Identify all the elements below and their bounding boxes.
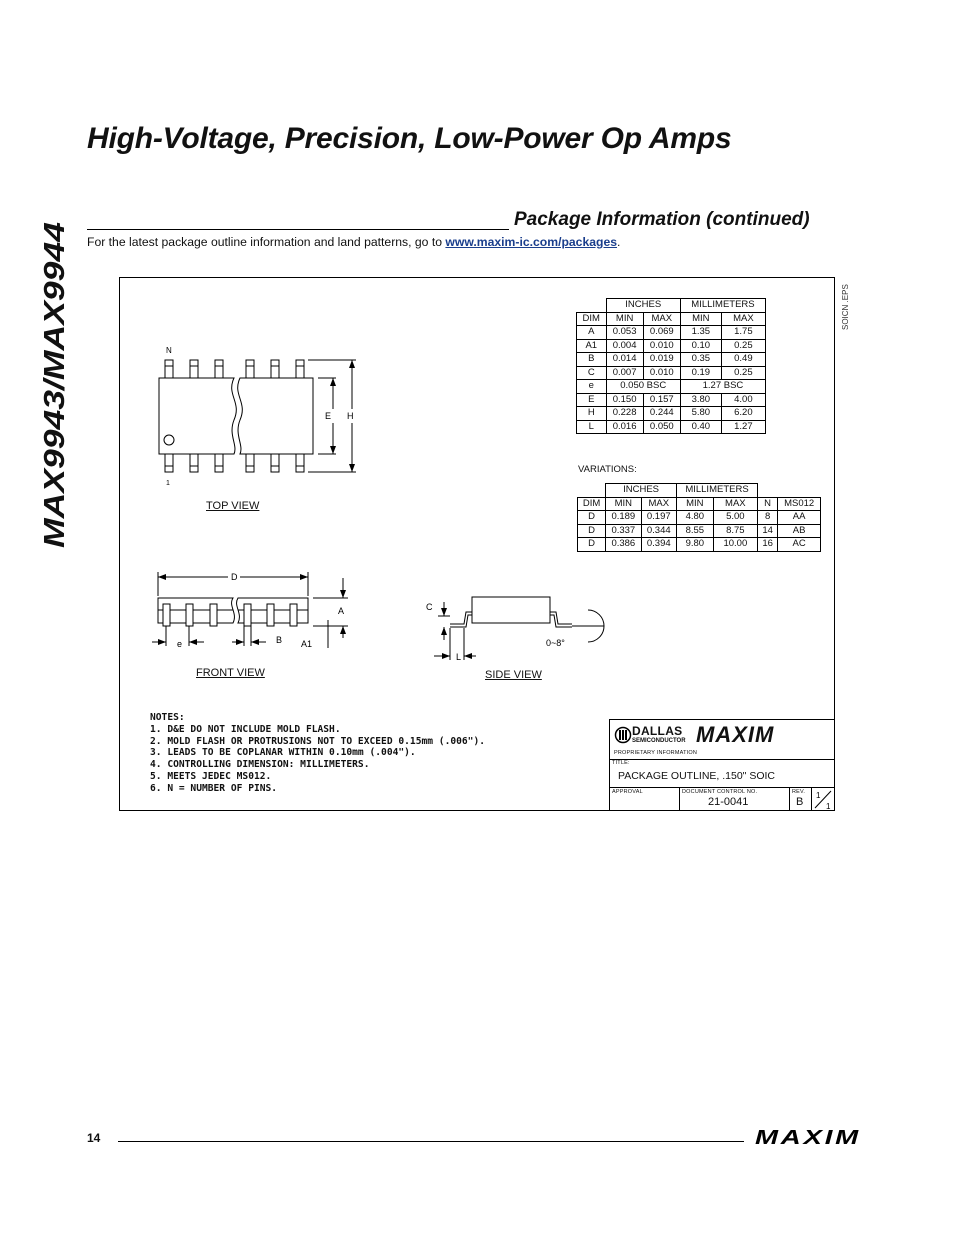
table-row bbox=[578, 524, 821, 538]
table-cell: 8.55 bbox=[676, 524, 713, 538]
side-view-drawing bbox=[420, 588, 610, 664]
table-cell: H bbox=[577, 407, 607, 421]
table-cell: 9.80 bbox=[676, 538, 713, 552]
variations-table bbox=[577, 483, 821, 552]
table-row bbox=[578, 538, 821, 552]
table-cell: 0.004 bbox=[606, 339, 643, 353]
table-cell: E bbox=[577, 393, 607, 407]
table-cell: 1.27 bbox=[721, 420, 765, 434]
group-header-millimeters: MILLIMETERS bbox=[676, 484, 757, 498]
table-cell: D bbox=[578, 511, 606, 525]
table-cell: 0.244 bbox=[643, 407, 680, 421]
sheet-denominator: 1 bbox=[826, 802, 831, 811]
eps-filename-text: SOICN .EPS bbox=[841, 284, 850, 330]
table-row bbox=[577, 353, 766, 367]
table-row bbox=[578, 511, 821, 525]
notes-block bbox=[150, 712, 485, 795]
note-item: 4. CONTROLLING DIMENSION: MILLIMETERS. bbox=[150, 759, 370, 771]
table-cell: A1 bbox=[577, 339, 607, 353]
variations-label: VARIATIONS: bbox=[578, 464, 637, 475]
table-cell: 0.25 bbox=[721, 339, 765, 353]
proprietary-label: PROPRIETARY INFORMATION bbox=[614, 750, 698, 756]
table-cell: D bbox=[578, 524, 606, 538]
table-cell: 0.228 bbox=[606, 407, 643, 421]
column-header: MS012 bbox=[778, 497, 821, 511]
group-header-millimeters: MILLIMETERS bbox=[680, 299, 765, 313]
table-cell: 0.016 bbox=[606, 420, 643, 434]
table-cell: 4.00 bbox=[721, 393, 765, 407]
column-header: MIN bbox=[680, 312, 721, 326]
table-cell: 0.19 bbox=[680, 366, 721, 380]
label-b: B bbox=[276, 635, 283, 645]
top-view-drawing bbox=[150, 340, 370, 490]
note-item: 3. LEADS TO BE COPLANAR WITHIN 0.10mm (.004"). bbox=[150, 747, 416, 759]
table-cell: 0.35 bbox=[680, 353, 721, 367]
top-view-label: TOP VIEW bbox=[206, 500, 260, 512]
intro-text bbox=[87, 235, 620, 249]
table-row-bsc bbox=[577, 380, 766, 394]
doc-control-label: DOCUMENT CONTROL NO. bbox=[682, 789, 758, 795]
title-block bbox=[609, 719, 835, 811]
label-angle: 0~8° bbox=[546, 638, 565, 648]
column-header: N bbox=[758, 497, 778, 511]
column-header: MIN bbox=[606, 497, 641, 511]
table-cell: 0.010 bbox=[643, 339, 680, 353]
footer-maxim-logo-text: MAXIM bbox=[755, 1127, 861, 1147]
dimension-table bbox=[576, 298, 766, 434]
table-cell: 0.344 bbox=[641, 524, 676, 538]
table-cell: 0.050 BSC bbox=[606, 380, 680, 394]
table-cell: AC bbox=[778, 538, 821, 552]
maxim-logo: MAXIM bbox=[696, 722, 775, 747]
table-cell: 1.75 bbox=[721, 326, 765, 340]
table-cell: L bbox=[577, 420, 607, 434]
table-cell: 6.20 bbox=[721, 407, 765, 421]
side-view-label: SIDE VIEW bbox=[485, 669, 542, 681]
label-e-small: e bbox=[177, 639, 183, 649]
table-row bbox=[577, 366, 766, 380]
column-header: DIM bbox=[578, 497, 606, 511]
dallas-logo-icon bbox=[614, 726, 632, 744]
table-cell: 8.75 bbox=[713, 524, 757, 538]
table-row bbox=[577, 326, 766, 340]
table-row bbox=[577, 407, 766, 421]
column-header: MAX bbox=[643, 312, 680, 326]
table-cell: 0.157 bbox=[643, 393, 680, 407]
table-cell: 0.069 bbox=[643, 326, 680, 340]
table-cell: 0.25 bbox=[721, 366, 765, 380]
table-cell: 0.337 bbox=[606, 524, 641, 538]
table-cell: 0.197 bbox=[641, 511, 676, 525]
table-cell: 0.019 bbox=[643, 353, 680, 367]
group-header-inches: INCHES bbox=[606, 299, 680, 313]
label-pin-1: 1 bbox=[166, 480, 170, 487]
notes-heading: NOTES: bbox=[150, 712, 185, 723]
note-item: 6. N = NUMBER OF PINS. bbox=[150, 782, 278, 794]
sheet-numerator: 1 bbox=[816, 791, 821, 800]
page-title: High-Voltage, Precision, Low-Power Op Amps bbox=[87, 122, 732, 155]
footer-rule bbox=[118, 1141, 744, 1142]
column-header: MIN bbox=[606, 312, 643, 326]
table-cell: 8 bbox=[758, 511, 778, 525]
table-cell: 5.80 bbox=[680, 407, 721, 421]
label-d: D bbox=[231, 572, 238, 582]
sheet-fraction bbox=[812, 788, 834, 811]
group-header-inches: INCHES bbox=[606, 484, 677, 498]
dallas-wordmark: DALLAS bbox=[632, 724, 683, 738]
note-item: 2. MOLD FLASH OR PROTRUSIONS NOT TO EXCEED 0.15mm (.006"). bbox=[150, 735, 486, 747]
table-cell: e bbox=[577, 380, 607, 394]
label-h: H bbox=[347, 411, 354, 421]
table-cell: D bbox=[578, 538, 606, 552]
table-cell: 0.053 bbox=[606, 326, 643, 340]
package-title: PACKAGE OUTLINE, .150" SOIC bbox=[618, 770, 775, 782]
table-cell: AA bbox=[778, 511, 821, 525]
label-n: N bbox=[166, 346, 172, 355]
table-cell: 0.014 bbox=[606, 353, 643, 367]
table-cell: 1.27 BSC bbox=[680, 380, 765, 394]
table-cell: B bbox=[577, 353, 607, 367]
table-cell: C bbox=[577, 366, 607, 380]
title-label: TITLE: bbox=[612, 760, 630, 766]
doc-number: 21-0041 bbox=[708, 796, 749, 808]
section-title: Package Information (continued) bbox=[514, 209, 810, 230]
front-view-drawing bbox=[148, 568, 358, 654]
intro-text-end: . bbox=[617, 235, 621, 249]
table-cell: 0.150 bbox=[606, 393, 643, 407]
table-cell: 0.050 bbox=[643, 420, 680, 434]
column-header: MAX bbox=[721, 312, 765, 326]
table-cell: 3.80 bbox=[680, 393, 721, 407]
table-cell: 1.35 bbox=[680, 326, 721, 340]
intro-text-start: For the latest package outline information and land patterns, go to bbox=[87, 235, 446, 249]
table-cell: 0.40 bbox=[680, 420, 721, 434]
label-a: A bbox=[338, 606, 345, 616]
note-item: 1. D&E DO NOT INCLUDE MOLD FLASH. bbox=[150, 723, 341, 735]
dallas-semiconductor: SEMICONDUCTOR bbox=[632, 738, 686, 744]
section-rule bbox=[87, 229, 509, 230]
table-cell: 0.10 bbox=[680, 339, 721, 353]
table-cell: AB bbox=[778, 524, 821, 538]
table-cell: 14 bbox=[758, 524, 778, 538]
rev-value: B bbox=[796, 796, 804, 808]
front-view-label: FRONT VIEW bbox=[196, 667, 265, 679]
table-cell: 0.386 bbox=[606, 538, 641, 552]
column-header: MAX bbox=[713, 497, 757, 511]
footer-maxim-logo bbox=[755, 1127, 865, 1147]
label-l: L bbox=[456, 652, 462, 662]
table-cell: 16 bbox=[758, 538, 778, 552]
label-a1: A1 bbox=[301, 639, 313, 649]
table-cell: 0.49 bbox=[721, 353, 765, 367]
side-title-text: MAX9943/MAX9944 bbox=[39, 282, 71, 548]
table-row bbox=[577, 393, 766, 407]
column-header: MAX bbox=[641, 497, 676, 511]
table-row bbox=[577, 420, 766, 434]
table-cell: 0.394 bbox=[641, 538, 676, 552]
side-title bbox=[38, 218, 72, 548]
table-cell: 0.007 bbox=[606, 366, 643, 380]
table-row bbox=[577, 339, 766, 353]
table-cell: A bbox=[577, 326, 607, 340]
page-number: 14 bbox=[87, 1131, 101, 1145]
table-cell: 4.80 bbox=[676, 511, 713, 525]
column-header: DIM bbox=[577, 312, 607, 326]
packages-link[interactable]: www.maxim-ic.com/packages bbox=[445, 235, 618, 249]
table-cell: 0.010 bbox=[643, 366, 680, 380]
label-e-cap: E bbox=[325, 411, 332, 421]
note-item: 5. MEETS JEDEC MS012. bbox=[150, 770, 272, 782]
table-cell: 0.189 bbox=[606, 511, 641, 525]
label-c: C bbox=[426, 602, 433, 612]
eps-filename bbox=[838, 280, 852, 340]
column-header: MIN bbox=[676, 497, 713, 511]
approval-label: APPROVAL bbox=[612, 789, 643, 795]
table-cell: 5.00 bbox=[713, 511, 757, 525]
table-cell: 10.00 bbox=[713, 538, 757, 552]
rev-label: REV. bbox=[792, 789, 806, 795]
